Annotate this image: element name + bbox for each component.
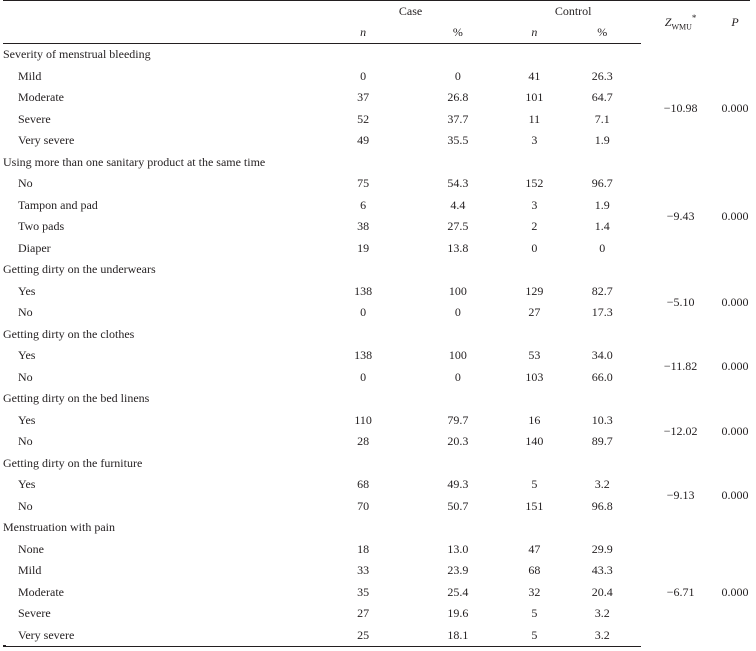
group-title: Menstruation with pain — [3, 520, 115, 535]
control-pct-cell: 89.7 — [591, 434, 613, 449]
table-row — [3, 173, 750, 195]
row-label: Mild — [18, 563, 42, 578]
empty-cell — [564, 453, 642, 475]
case-pct-cell: 20.3 — [447, 434, 469, 449]
empty-cell — [316, 388, 411, 410]
empty-cell — [410, 324, 505, 346]
control-n-cell: 0 — [531, 240, 538, 255]
empty-cell — [720, 453, 750, 475]
control-pct-cell: 64.7 — [591, 90, 613, 105]
case-n-cell: 0 — [360, 68, 367, 83]
z-wmu-superscript: * — [691, 13, 697, 24]
control-n-cell: 47 — [528, 541, 541, 556]
control-pct-cell: 66.0 — [591, 369, 613, 384]
z-wmu-cell: −12.02 — [663, 423, 698, 438]
case-pct-cell: 49.3 — [447, 477, 469, 492]
group-title: Using more than one sanitary product at the same time — [3, 154, 266, 169]
case-n-cell: 25 — [316, 625, 411, 647]
p-value-cell: 0.000 — [721, 359, 749, 373]
case-pct-cell: 25.4 — [447, 584, 469, 599]
z-wmu-cell: −9.13 — [666, 488, 695, 502]
case-n-cell: 0 — [360, 369, 367, 384]
empty-cell — [564, 152, 642, 174]
row-label: None — [18, 541, 44, 556]
control-pct-cell: 17.3 — [591, 305, 613, 320]
table-row — [3, 345, 750, 367]
case-n-cell: 33 — [357, 563, 370, 578]
empty-cell — [720, 517, 750, 539]
case-n-cell: 37 — [357, 90, 370, 105]
control-n-cell: 5 — [531, 477, 538, 492]
empty-cell — [564, 44, 642, 66]
case-pct-cell: 0 — [454, 68, 461, 83]
case-pct-cell: 13.0 — [447, 541, 469, 556]
row-label: No — [18, 369, 33, 384]
table-row — [3, 367, 750, 389]
z-wmu-cell: −6.71 — [666, 585, 695, 599]
row-label: Tampon and pad — [18, 197, 98, 212]
table-header — [3, 1, 750, 44]
control-header: Control — [505, 1, 641, 23]
control-n-cell: 151 — [525, 498, 544, 513]
empty-cell — [505, 517, 563, 539]
z-wmu-header — [641, 1, 720, 44]
control-pct-cell: 29.9 — [591, 541, 613, 556]
row-label: No — [18, 305, 33, 320]
empty-cell — [410, 259, 505, 281]
control-n-cell: 5 — [505, 625, 563, 647]
empty-cell — [564, 324, 642, 346]
empty-cell — [720, 152, 750, 174]
case-pct-cell: 4.4 — [450, 197, 466, 212]
p-header: P — [720, 1, 750, 44]
control-n-cell: 152 — [525, 176, 544, 191]
group-title: Getting dirty on the underwears — [3, 262, 156, 277]
group-title-row — [3, 453, 750, 475]
table-row — [3, 474, 750, 496]
empty-cell — [641, 44, 720, 66]
case-header: Case — [316, 1, 505, 23]
header-row-groups — [3, 1, 750, 23]
p-value-cell: 0.000 — [721, 208, 749, 223]
table-row — [3, 216, 750, 238]
control-pct-header: % — [564, 22, 642, 44]
case-n-cell: 0 — [360, 305, 367, 320]
case-n-cell: 6 — [360, 197, 367, 212]
case-pct-cell: 100 — [448, 348, 467, 363]
empty-cell — [641, 324, 720, 346]
control-pct-cell: 3.2 — [564, 625, 642, 647]
header-empty-cell — [3, 1, 316, 23]
control-pct-cell: 34.0 — [591, 348, 613, 363]
table-row — [3, 625, 750, 647]
row-label: Yes — [18, 348, 36, 363]
case-n-cell: 70 — [357, 498, 370, 513]
case-pct-cell: 54.3 — [447, 176, 469, 191]
case-pct-cell: 19.6 — [447, 606, 469, 621]
empty-cell — [505, 453, 563, 475]
case-pct-cell: 100 — [448, 283, 467, 298]
case-pct-cell: 37.7 — [447, 111, 469, 126]
control-n-cell: 53 — [528, 348, 541, 363]
table-row — [3, 130, 750, 152]
empty-cell — [641, 517, 720, 539]
table-row — [3, 281, 750, 303]
case-n-cell: 35 — [357, 584, 370, 599]
row-label: Diaper — [18, 240, 51, 255]
case-n-cell: 68 — [357, 477, 370, 492]
case-n-cell: 138 — [354, 348, 373, 363]
row-label: No — [18, 434, 33, 449]
control-n-cell: 129 — [525, 283, 544, 298]
table-row — [3, 238, 750, 260]
control-pct-cell: 1.9 — [594, 197, 610, 212]
table-row — [3, 410, 750, 432]
row-label: Yes — [18, 283, 36, 298]
case-n-cell: 19 — [357, 240, 370, 255]
case-n-cell: 110 — [354, 412, 372, 427]
table-row — [3, 539, 750, 561]
control-pct-cell: 82.7 — [591, 283, 613, 298]
empty-cell — [564, 388, 642, 410]
table-row — [3, 109, 750, 131]
p-value-cell: 0.000 — [721, 488, 749, 502]
group-title: Getting dirty on the bed linens — [3, 391, 150, 406]
case-pct-cell: 23.9 — [447, 563, 469, 578]
case-n-cell: 27 — [357, 606, 370, 621]
z-wmu-cell: −11.82 — [663, 359, 698, 373]
case-pct-cell: 18.1 — [410, 625, 505, 647]
empty-cell — [316, 152, 411, 174]
case-n-cell: 138 — [354, 283, 373, 298]
table-row — [3, 195, 750, 217]
row-label: Two pads — [18, 219, 65, 234]
control-pct-cell: 1.4 — [594, 219, 610, 234]
row-label: Severe — [18, 111, 51, 126]
empty-cell — [410, 517, 505, 539]
z-wmu-cell: −5.10 — [666, 294, 695, 309]
control-pct-cell: 20.4 — [591, 584, 613, 599]
empty-cell — [316, 453, 411, 475]
control-n-cell: 3 — [531, 133, 538, 148]
empty-cell — [641, 388, 720, 410]
control-pct-cell: 3.2 — [594, 477, 610, 492]
control-pct-cell: 26.3 — [591, 68, 613, 83]
empty-cell — [505, 388, 563, 410]
empty-cell — [505, 44, 563, 66]
empty-cell — [410, 44, 505, 66]
empty-cell — [410, 388, 505, 410]
control-n-cell: 103 — [525, 369, 544, 384]
empty-cell — [564, 259, 642, 281]
empty-cell — [641, 453, 720, 475]
case-pct-cell: 13.8 — [447, 240, 469, 255]
empty-cell — [641, 259, 720, 281]
empty-cell — [410, 453, 505, 475]
empty-cell — [505, 152, 563, 174]
group-title-row — [3, 152, 750, 174]
control-pct-cell: 3.2 — [594, 606, 610, 621]
group-title: Getting dirty on the furniture — [3, 455, 143, 470]
control-n-cell: 101 — [525, 90, 544, 105]
control-pct-cell: 96.8 — [591, 498, 613, 513]
group-title: Severity of menstrual bleeding — [3, 47, 151, 62]
table-row — [3, 603, 750, 625]
case-n-cell: 18 — [357, 541, 370, 556]
row-label: Severe — [18, 606, 51, 621]
case-n-header: n — [316, 22, 411, 44]
table-row — [3, 87, 750, 109]
empty-cell — [410, 152, 505, 174]
control-n-cell: 140 — [525, 434, 544, 449]
z-wmu-subscript: WMU — [671, 22, 692, 32]
table-body — [3, 44, 750, 647]
data-table — [3, 0, 750, 647]
control-n-cell: 16 — [528, 412, 541, 427]
header-empty-cell — [3, 22, 316, 44]
empty-cell — [316, 517, 411, 539]
case-n-cell: 38 — [357, 219, 370, 234]
empty-cell — [720, 324, 750, 346]
case-n-cell: 75 — [357, 176, 370, 191]
group-title-row — [3, 517, 750, 539]
table-row — [3, 496, 750, 518]
empty-cell — [316, 324, 411, 346]
row-label: Moderate — [18, 584, 64, 599]
table-row — [3, 431, 750, 453]
row-label: Very severe — [18, 133, 75, 148]
case-pct-cell: 0 — [454, 305, 461, 320]
p-value-cell: 0.000 — [721, 294, 749, 309]
control-n-cell: 11 — [528, 111, 541, 126]
control-pct-cell: 10.3 — [591, 412, 613, 427]
table-row — [3, 560, 750, 582]
control-n-cell: 2 — [531, 219, 538, 234]
group-title-row — [3, 259, 750, 281]
empty-cell — [316, 44, 411, 66]
group-title-row — [3, 324, 750, 346]
empty-cell — [720, 388, 750, 410]
row-label: Mild — [18, 68, 42, 83]
control-n-cell: 3 — [531, 197, 538, 212]
case-n-cell: 52 — [357, 111, 370, 126]
empty-cell — [564, 517, 642, 539]
control-n-cell: 32 — [528, 584, 541, 599]
group-title: Getting dirty on the clothes — [3, 326, 135, 341]
empty-cell — [505, 259, 563, 281]
control-pct-cell: 0 — [599, 240, 606, 255]
case-pct-cell: 35.5 — [447, 133, 469, 148]
case-pct-cell: 27.5 — [447, 219, 469, 234]
control-n-cell: 68 — [528, 563, 541, 578]
control-n-cell: 5 — [531, 606, 538, 621]
row-label: No — [18, 498, 33, 513]
case-n-cell: 28 — [357, 434, 370, 449]
case-pct-cell: 26.8 — [447, 90, 469, 105]
table-row — [3, 302, 750, 324]
control-n-cell: 27 — [528, 305, 541, 320]
case-pct-cell: 79.7 — [447, 412, 469, 427]
p-value-cell: 0.000 — [721, 585, 749, 599]
p-value-cell: 0.000 — [721, 101, 749, 115]
z-wmu-cell: −9.43 — [666, 208, 695, 223]
group-title-row — [3, 44, 750, 66]
z-wmu-cell: −10.98 — [663, 101, 698, 115]
row-label: No — [18, 176, 33, 191]
control-pct-cell: 43.3 — [591, 563, 613, 578]
case-pct-cell: 0 — [454, 369, 461, 384]
empty-cell — [505, 324, 563, 346]
empty-cell — [720, 44, 750, 66]
case-pct-header: % — [410, 22, 505, 44]
row-label: Moderate — [18, 90, 64, 105]
row-label: Very severe — [3, 625, 316, 647]
case-n-cell: 49 — [357, 133, 370, 148]
z-wmu-main: Z — [664, 15, 672, 30]
row-label: Yes — [18, 412, 36, 427]
empty-cell — [720, 259, 750, 281]
table-row — [3, 66, 750, 88]
control-pct-cell: 96.7 — [591, 176, 613, 191]
table-row — [3, 582, 750, 604]
case-pct-cell: 50.7 — [447, 498, 469, 513]
control-pct-cell: 7.1 — [594, 111, 610, 126]
p-value-cell: 0.000 — [721, 423, 749, 438]
control-n-cell: 41 — [528, 68, 541, 83]
group-title-row — [3, 388, 750, 410]
row-label: Yes — [18, 477, 36, 492]
control-n-header: n — [505, 22, 563, 44]
footnote-mark — [3, 645, 6, 646]
empty-cell — [316, 259, 411, 281]
empty-cell — [641, 152, 720, 174]
header-row-columns — [3, 22, 750, 44]
control-pct-cell: 1.9 — [594, 133, 610, 148]
